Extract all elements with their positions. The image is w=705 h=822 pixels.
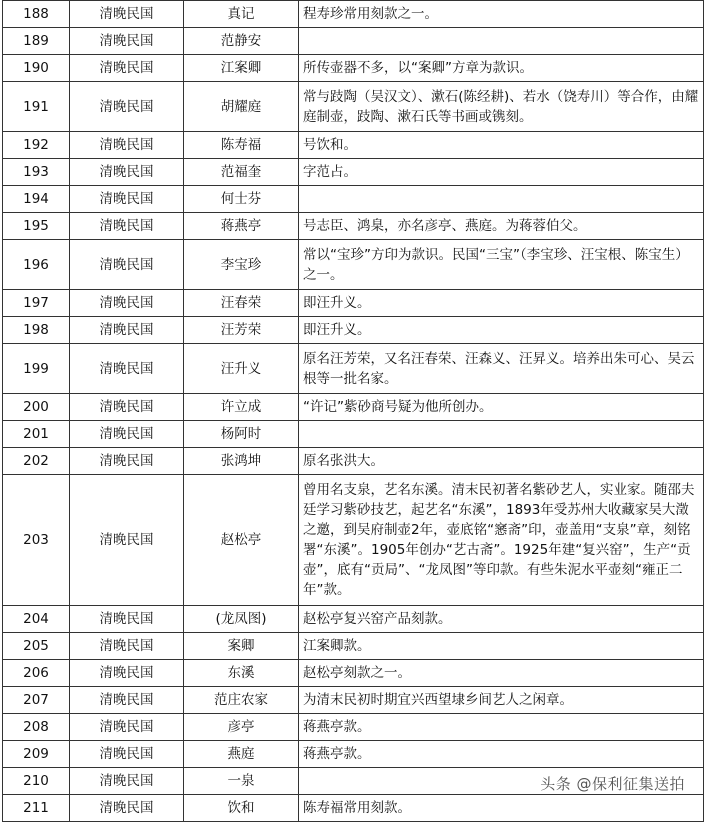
table-row xyxy=(3,317,704,344)
row-name-cell: 范庄农家 xyxy=(184,687,299,714)
row-number-cell: 211 xyxy=(3,795,70,822)
row-number-cell: 192 xyxy=(3,132,70,159)
row-era-cell: 清晚民国 xyxy=(70,421,184,448)
row-desc-cell: 号饮和。 xyxy=(299,132,704,159)
row-era-cell: 清晚民国 xyxy=(70,132,184,159)
row-era-cell: 清晚民国 xyxy=(70,687,184,714)
row-name-cell: (龙凤图) xyxy=(184,606,299,633)
table-row xyxy=(3,687,704,714)
row-number-cell: 208 xyxy=(3,714,70,741)
row-desc-cell: 所传壶器不多，以“案卿”方章为款识。 xyxy=(299,55,704,82)
table-row xyxy=(3,660,704,687)
row-name-cell: 张鸿坤 xyxy=(184,448,299,475)
row-name-cell: 彦亭 xyxy=(184,714,299,741)
row-number-cell: 210 xyxy=(3,768,70,795)
table-row xyxy=(3,795,704,822)
row-era-cell: 清晚民国 xyxy=(70,795,184,822)
row-name-cell: 真记 xyxy=(184,1,299,28)
row-desc-cell: 常与跂陶（吴汉文）、漱石(陈经耕)、若水（饶寿川）等合作，由耀庭制壶，跂陶、漱石氏等书画或镌刻。 xyxy=(299,82,704,132)
row-name-cell: 杨阿时 xyxy=(184,421,299,448)
row-name-cell: 陈寿福 xyxy=(184,132,299,159)
table-row xyxy=(3,344,704,394)
row-name-cell: 何士芬 xyxy=(184,186,299,213)
table-row xyxy=(3,28,704,55)
row-number-cell: 188 xyxy=(3,1,70,28)
table-row xyxy=(3,475,704,606)
table-row xyxy=(3,421,704,448)
row-desc-cell xyxy=(299,28,704,55)
row-desc-cell: 赵松亭刻款之一。 xyxy=(299,660,704,687)
watermark: 头条 @保利征集送拍 xyxy=(540,775,685,793)
table-row xyxy=(3,448,704,475)
row-name-cell: 一泉 xyxy=(184,768,299,795)
row-name-cell: 案卿 xyxy=(184,633,299,660)
row-era-cell: 清晚民国 xyxy=(70,317,184,344)
table-row xyxy=(3,714,704,741)
row-era-cell: 清晚民国 xyxy=(70,475,184,606)
row-name-cell: 燕庭 xyxy=(184,741,299,768)
row-desc-cell xyxy=(299,186,704,213)
table-row xyxy=(3,55,704,82)
row-name-cell: 汪升义 xyxy=(184,344,299,394)
row-number-cell: 197 xyxy=(3,290,70,317)
row-number-cell: 206 xyxy=(3,660,70,687)
row-desc-cell: 字范占。 xyxy=(299,159,704,186)
row-name-cell: 赵松亭 xyxy=(184,475,299,606)
row-era-cell: 清晚民国 xyxy=(70,290,184,317)
row-era-cell: 清晚民国 xyxy=(70,240,184,290)
row-era-cell: 清晚民国 xyxy=(70,82,184,132)
row-name-cell: 李宝珍 xyxy=(184,240,299,290)
table-row xyxy=(3,633,704,660)
table-row xyxy=(3,394,704,421)
row-desc-cell: 蒋燕亭款。 xyxy=(299,714,704,741)
table-row xyxy=(3,213,704,240)
row-desc-cell: 即汪升义。 xyxy=(299,317,704,344)
row-name-cell: 胡耀庭 xyxy=(184,82,299,132)
row-desc-cell: 原名汪芳荣，又名汪春荣、汪森义、汪昇义。培养出朱可心、吴云根等一批名家。 xyxy=(299,344,704,394)
row-number-cell: 193 xyxy=(3,159,70,186)
row-number-cell: 189 xyxy=(3,28,70,55)
row-era-cell: 清晚民国 xyxy=(70,633,184,660)
row-number-cell: 203 xyxy=(3,475,70,606)
row-era-cell: 清晚民国 xyxy=(70,344,184,394)
row-number-cell: 199 xyxy=(3,344,70,394)
row-number-cell: 202 xyxy=(3,448,70,475)
row-number-cell: 191 xyxy=(3,82,70,132)
row-desc-cell: 曾用名支泉，艺名东溪。清末民初著名紫砂艺人，实业家。随邵夫廷学习紫砂技艺，起艺名“东溪”，1893年受苏州大收藏家吴大澂之邀，到吴府制壶2年，壶底铭“窸斋”印，壶盖用“支泉”章，刻铭署“东溪”。1905年创办“艺古斋”。1925年建“复兴窑”，生产“贡壶”，底有“贡局”、“龙凤图”等印款。有些朱泥水平壶刻“雍正二年”款。 xyxy=(299,475,704,606)
row-desc-cell: 原名张洪大。 xyxy=(299,448,704,475)
row-desc-cell: 赵松亭复兴窑产品刻款。 xyxy=(299,606,704,633)
row-era-cell: 清晚民国 xyxy=(70,768,184,795)
row-era-cell: 清晚民国 xyxy=(70,741,184,768)
row-number-cell: 194 xyxy=(3,186,70,213)
row-name-cell: 蒋燕亭 xyxy=(184,213,299,240)
records-table xyxy=(2,0,704,822)
row-number-cell: 200 xyxy=(3,394,70,421)
row-desc-cell xyxy=(299,421,704,448)
row-era-cell: 清晚民国 xyxy=(70,714,184,741)
row-desc-cell: 江案卿款。 xyxy=(299,633,704,660)
row-number-cell: 195 xyxy=(3,213,70,240)
row-desc-cell: 号志臣、鸿臬，亦名彦亭、燕庭。为蒋蓉伯父。 xyxy=(299,213,704,240)
table-row xyxy=(3,82,704,132)
row-desc-cell: 蒋燕亭款。 xyxy=(299,741,704,768)
row-number-cell: 204 xyxy=(3,606,70,633)
row-name-cell: 许立成 xyxy=(184,394,299,421)
table-row xyxy=(3,1,704,28)
row-era-cell: 清晚民国 xyxy=(70,394,184,421)
row-desc-cell: 程寿珍常用刻款之一。 xyxy=(299,1,704,28)
row-era-cell: 清晚民国 xyxy=(70,159,184,186)
row-number-cell: 205 xyxy=(3,633,70,660)
row-name-cell: 江案卿 xyxy=(184,55,299,82)
row-era-cell: 清晚民国 xyxy=(70,660,184,687)
table-row xyxy=(3,290,704,317)
table-row xyxy=(3,741,704,768)
row-number-cell: 209 xyxy=(3,741,70,768)
row-era-cell: 清晚民国 xyxy=(70,213,184,240)
records-table-body xyxy=(3,1,704,822)
row-number-cell: 196 xyxy=(3,240,70,290)
row-number-cell: 207 xyxy=(3,687,70,714)
row-era-cell: 清晚民国 xyxy=(70,55,184,82)
table-row xyxy=(3,186,704,213)
table-row xyxy=(3,159,704,186)
row-desc-cell: 常以“宝珍”方印为款识。民国“三宝”（李宝珍、汪宝根、陈宝生）之一。 xyxy=(299,240,704,290)
row-era-cell: 清晚民国 xyxy=(70,28,184,55)
table-row xyxy=(3,132,704,159)
row-name-cell: 汪芳荣 xyxy=(184,317,299,344)
row-name-cell: 东溪 xyxy=(184,660,299,687)
row-desc-cell: 即汪升义。 xyxy=(299,290,704,317)
row-name-cell: 饮和 xyxy=(184,795,299,822)
row-desc-cell: 陈寿福常用刻款。 xyxy=(299,795,704,822)
table-row xyxy=(3,606,704,633)
row-number-cell: 198 xyxy=(3,317,70,344)
row-era-cell: 清晚民国 xyxy=(70,1,184,28)
row-number-cell: 190 xyxy=(3,55,70,82)
row-name-cell: 范福奎 xyxy=(184,159,299,186)
row-desc-cell: 为清末民初时期宜兴西望埭乡间艺人之闲章。 xyxy=(299,687,704,714)
row-era-cell: 清晚民国 xyxy=(70,606,184,633)
row-name-cell: 汪春荣 xyxy=(184,290,299,317)
row-era-cell: 清晚民国 xyxy=(70,448,184,475)
row-era-cell: 清晚民国 xyxy=(70,186,184,213)
row-name-cell: 范静安 xyxy=(184,28,299,55)
table-row xyxy=(3,240,704,290)
row-number-cell: 201 xyxy=(3,421,70,448)
row-desc-cell: “许记”紫砂商号疑为他所创办。 xyxy=(299,394,704,421)
